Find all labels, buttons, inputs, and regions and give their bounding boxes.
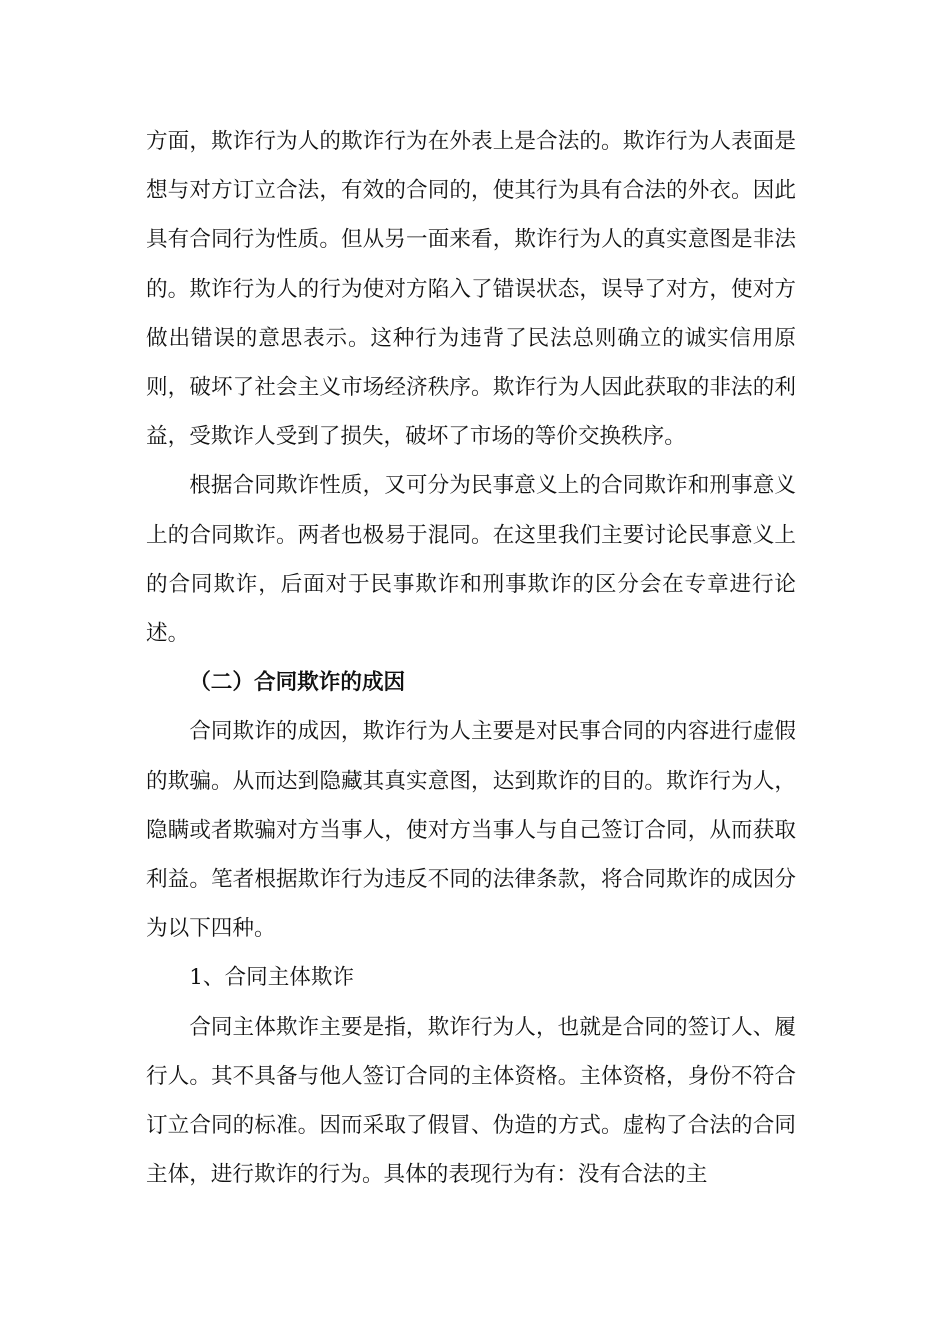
document-page (146, 117, 796, 1199)
paragraph-subject-fraud: 合同主体欺诈主要是指，欺诈行为人，也就是合同的签订人、履行人。其不具备与他人签订合同的主体资格。主体资格，身份不符合订立合同的标准。因而采取了假冒、伪造的方式。虚构了合法的合同主体，进行欺诈的行为。具体的表现行为有：没有合法的主 (146, 1014, 796, 1188)
subsection-heading: 1、合同主体欺诈 (189, 965, 355, 991)
paragraph-fraud-nature: 根据合同欺诈性质，又可分为民事意义上的合同欺诈和刑事意义上的合同欺诈。两者也极易于混同。在这里我们主要讨论民事意义上的合同欺诈，后面对于民事欺诈和刑事欺诈的区分会在专章进行论述。 (146, 473, 796, 647)
section-heading: （二）合同欺诈的成因 (189, 670, 406, 696)
paragraph-continuation: 方面，欺诈行为人的欺诈行为在外表上是合法的。欺诈行为人表面是想与对方订立合法，有效的合同的，使其行为具有合法的外衣。因此具有合同行为性质。但从另一面来看，欺诈行为人的真实意图是非法的。欺诈行为人的行为使对方陷入了错误状态，误导了对方，使对方做出错误的意思表示。这种行为违背了民法总则确立的诚实信用原则，破坏了社会主义市场经济秩序。欺诈行为人因此获取的非法的利益，受欺诈人受到了损失，破坏了市场的等价交换秩序。 (146, 129, 796, 450)
paragraph-fraud-causes: 合同欺诈的成因，欺诈行为人主要是对民事合同的内容进行虚假的欺骗。从而达到隐藏其真实意图，达到欺诈的目的。欺诈行为人，隐瞒或者欺骗对方当事人，使对方当事人与自己签订合同，从而获取利益。笔者根据欺诈行为违反不同的法律条款，将合同欺诈的成因分为以下四种。 (146, 719, 796, 942)
